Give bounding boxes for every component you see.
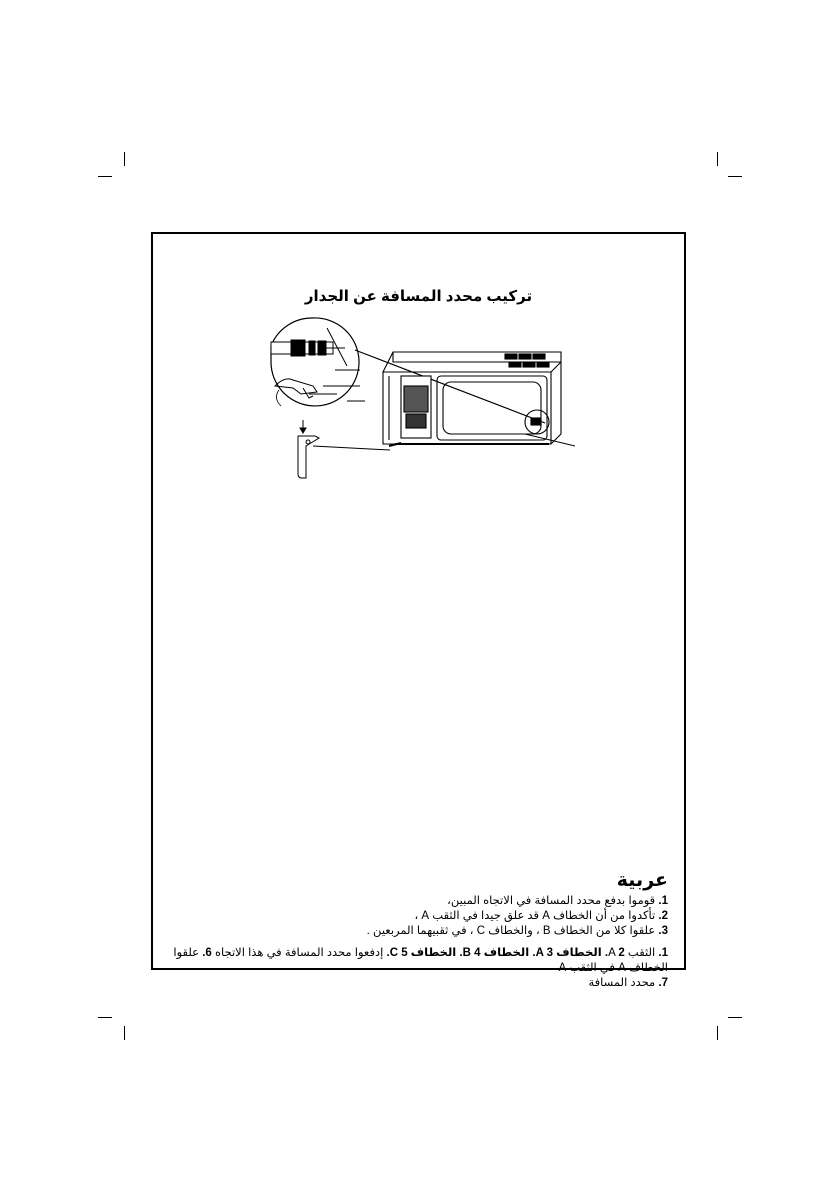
parts-legend [158, 946, 668, 991]
step-item: 2. تأكدوا من أن الخطاف A قد علق جيدا في الثقب A ، [414, 910, 668, 922]
content-frame [151, 232, 686, 989]
detail-circle [271, 318, 359, 406]
crop-mark [717, 1026, 718, 1040]
crop-mark [728, 1017, 742, 1018]
crop-mark [124, 1026, 125, 1040]
step-item: 1. قوموا بدفع محدد المسافة في الاتجاه المبين، [447, 895, 668, 907]
step-item: 3. علقوا كلا من الخطاف B ، والخطاف C ، في ثقبيهما المربعين . [366, 925, 668, 937]
parts-line: 1. الثقب A 2. الخطاف A 3. الخطاف B 4. الخطاف C 5. إدفعوا محدد المسافة في هذا الاتجاه 6. علقوا الخطاف A في الثقب A [173, 947, 668, 974]
parts-line: 7. محدد المسافة [588, 977, 668, 989]
section-heading: عربية [616, 870, 668, 891]
microwave-oven [383, 352, 561, 444]
instruction-steps [168, 894, 668, 939]
figure-title: تركيب محدد المسافة عن الجدار [304, 288, 533, 305]
crop-mark [717, 152, 718, 166]
crop-mark [124, 152, 125, 166]
crop-mark [98, 176, 112, 177]
installation-illustration [265, 316, 575, 496]
crop-mark [728, 176, 742, 177]
crop-mark [98, 1017, 112, 1018]
